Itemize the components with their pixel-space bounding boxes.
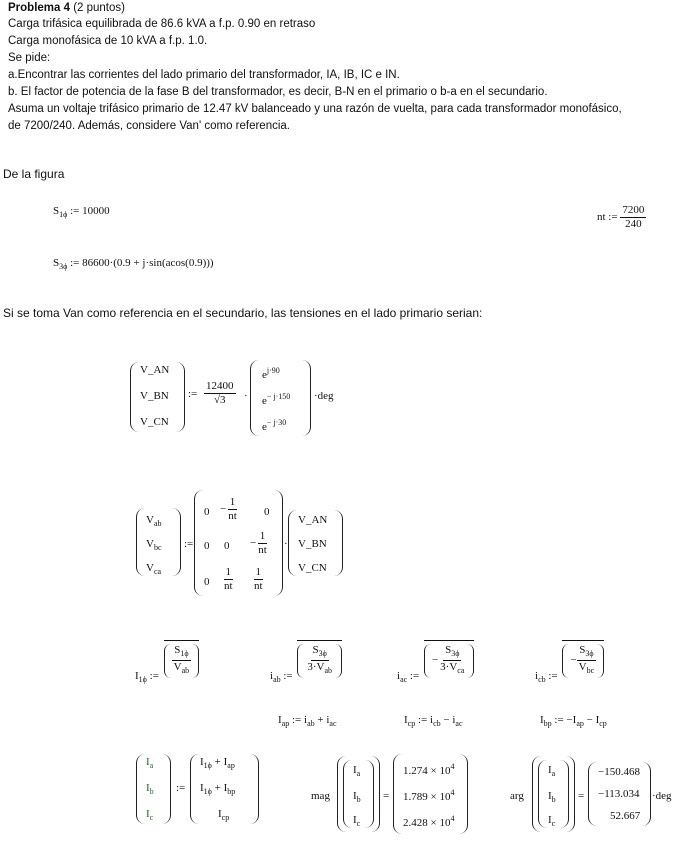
problem-number: Problema 4 — [8, 2, 70, 14]
arg-ia: −150.468 — [598, 766, 640, 778]
section-de-la-figura: De la figura — [3, 167, 65, 181]
ib-label: $I_b$ — [146, 782, 154, 796]
statement-line-7: de 7200/240. Además, considere Van' como referencia. — [8, 120, 290, 132]
eq-line-currents: $I_a$ $I_b$ $I_c$ := $I_{1\phi} + I_{ap}$ $I_{1\phi} + I_{bp}$ $I_{cp}$ — [136, 752, 266, 834]
eq-ibp: $I_{bp}$ := $-I_{ap} - I_{cp}$ — [540, 714, 607, 728]
eq-icb: $i_{cb}$ := − $S_{3\phi}$ $V_{bc}$ — [535, 640, 604, 677]
ic-label: $I_c$ — [146, 808, 154, 822]
eq-s1phi: $S_{1\phi}$ := 10000 — [53, 205, 110, 219]
exp-b: − j·150 — [266, 392, 291, 401]
nt-numerator: 7200 — [622, 204, 645, 216]
arg-ic: 52.667 — [610, 810, 641, 822]
ia-label: $I_a$ — [146, 756, 154, 770]
eq-angles: arg $I_a$ $I_b$ $I_c$ = −150.468 −113.034 52.667 ·deg — [510, 752, 680, 838]
s1phi-value: 10000 — [82, 205, 110, 217]
exp-a: j·90 — [266, 366, 280, 375]
statement-line-2: Carga monofásica de 10 kVA a f.p. 1.0. — [8, 35, 208, 47]
s3phi-expression: 86600·(0.9 + j·sin(acos(0.9))) — [82, 257, 214, 269]
eq-s3phi: $S_{3\phi}$ := 86600·(0.9 + j·sin(acos(0.9))) — [53, 257, 214, 271]
arg-ib: −113.034 — [598, 788, 640, 800]
problem-points: (2 puntos) — [73, 2, 125, 14]
section-tensiones: Si se toma Van como referencia en el secundario, las tensiones en el lado primario serian: — [3, 306, 483, 320]
exp-c: − j·30 — [266, 418, 287, 427]
mag-ia: 1.274 × 10 — [403, 765, 451, 777]
mag-ic: 2.428 × 10 — [403, 817, 451, 829]
eq-icp: $I_{cp}$ := $i_{cb} - i_{ac}$ — [404, 714, 463, 728]
problem-title — [8, 1, 125, 15]
eq-primary-voltages: V_AN V_BN V_CN := $\frac{12400}{√3}$ · $e^{j\cdot 90}$ $e^{- j\cdot 150}$ $e^{- j\cdot 30}$ ·deg — [130, 360, 330, 440]
statement-line-4: a.Encontrar las corrientes del lado primario del transformador, IA, IB, IC e IN. — [8, 69, 400, 81]
statement-line-6: Asuma un voltaje trifásico primario de 12.47 kV balanceado y una razón de vuelta, para cada transformador monofásico, — [8, 103, 622, 115]
eq-nt: nt := $\frac{7200}{240}$ — [597, 204, 645, 230]
eq-iac: $i_{ac}$ := − $S_{3\phi}$ $3\cdot V_{ca}$ — [397, 640, 474, 677]
statement-line-1: Carga trifásica equilibrada de 86.6 kVA a f.p. 0.90 en retraso — [8, 18, 316, 30]
eq-i1phi: $I_{1\phi}$ := $S_{1\phi}$ $V_{ab}$ — [135, 640, 199, 677]
eq-iab: $i_{ab}$ := $S_{3\phi}$ $3\cdot V_{ab}$ — [270, 640, 342, 677]
mag-ib: 1.789 × 10 — [403, 791, 451, 803]
statement-line-3: Se pide: — [8, 52, 51, 64]
eq-magnitudes: mag $I_a$ $I_b$ $I_c$ = $1.274 \times 10^4$ $1.789 \times 10^4$ $2.428 \times 10^4$ — [311, 752, 471, 838]
eq-iap: $I_{ap}$ := $i_{ab} + i_{ac}$ — [278, 714, 337, 728]
nt-denominator: 240 — [625, 218, 642, 230]
statement-line-5: b. El factor de potencia de la fase B del transformador, es decir, B-N en el primario o b-a en el secundario. — [8, 86, 548, 98]
eq-secondary-voltages: $V_{ab}$ $V_{bc}$ $V_{ca}$ := 0 − $\frac{1}{nt}$ 0 0 0 − $\frac{1}{nt}$ 0 $\frac{1}{nt}$ $\frac{1}{nt}$ · V_AN V_BN V_CN — [136, 488, 376, 600]
deg-unit: deg — [317, 390, 334, 402]
voltage-coefficient: 12400 — [206, 380, 234, 392]
